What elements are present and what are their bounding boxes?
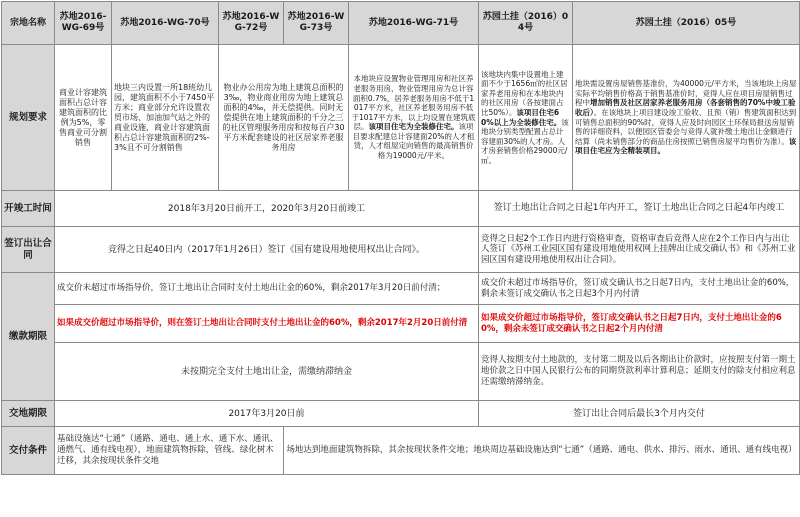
conditions-label: 交付条件 [2, 427, 55, 475]
planning-05-b: 增加销售及社区居家养老服务用房（各套销售的70%中竣工验收后） [575, 98, 796, 117]
delivery-left: 2017年3月20日前 [55, 401, 479, 427]
planning-row [2, 45, 800, 191]
planning-05-d: 该项目住宅应为全精装项目。 [575, 136, 797, 156]
payment-right-3: 竞得人按期支付土地款的，支付第二期及以后各期出让价款时，应按照支付第一期土地价款之日中国人民银行公布的同期贷款利率计算利息；延期支付的除支付相应利息还需缴纳滞纳金。 [479, 343, 800, 401]
payment-row-2 [2, 305, 800, 343]
contract-left: 竞得之日起40日内（2017年1月26日）签订《国有建设用地使用权出让合同》。 [55, 227, 479, 273]
header-col-05: 苏园土挂（2016）05号 [573, 2, 800, 45]
conditions-row [2, 427, 800, 475]
planning-70: 地块三内设置一所18班幼儿园，建筑面积不小于7450平方米；商业部分允许设置农贸市场、加油加气站之外的商业设施，商业计容建筑面积占总计容建筑面积的2%-3%且不可分割销售 [112, 45, 219, 191]
payment-left-1: 成交价未超过市场指导价，签订土地出让合同时支付土地出让金的60%，剩余2017年3月20日前付清； [55, 273, 479, 305]
payment-right-1: 成交价未超过市场指导价，签订成交确认书之日起7日内，支付土地出让金的60%，剩余未签订成交确认书之日起3个月内付清 [479, 273, 800, 305]
header-col-04: 苏园土挂（2016）04号 [479, 2, 573, 45]
header-row [2, 2, 800, 45]
contract-right: 竞得之日起2个工作日内进行资格审查，资格审查后竞得人应在2个工作日内与出让人签订《苏州工业园区国有建设用地使用权网上挂牌出让成交确认书》和《苏州工业园区国有建设用地使用权出让合同》。 [479, 227, 800, 273]
header-label: 宗地名称 [2, 2, 55, 45]
header-col-70: 苏地2016-WG-70号 [112, 2, 219, 45]
timeline-row [2, 191, 800, 227]
planning-71 [349, 45, 479, 191]
planning-69: 商业计容建筑面积占总计容建筑面积的比例为5%，零售商业可分割销售 [55, 45, 112, 191]
planning-71-c: 该项目要求配建总计容建面20%的人才租赁，人才组屋定向销售的最高销售价格为19000元/平米。 [352, 122, 475, 161]
conditions-left: 基础设施达“七通”（通路、通电、通上水、通下水、通讯、通燃气、通有线电视），地面建筑物拆除，管线、绿化树木迁移，其余按现状条件交地 [55, 427, 284, 475]
planning-05-a: 地块需设置房屋销售基准价，为40000元/平方米，当该地块上房屋实际平均销售价格高于销售基准价时，竞得人应在项目房屋销售过程中 [575, 79, 797, 108]
delivery-label: 交地期限 [2, 401, 55, 427]
planning-04 [479, 45, 573, 191]
planning-71-a: 本地块应设置物业管理用房和社区养老服务用房，物业管理用房为总计容面积0.7%，居养老服务用房不低于1017平方米，社区养老服务用房不低于1017平方米，以上均设置在建筑底层。 [351, 74, 476, 132]
delivery-right: 签订出让合同后最长3个月内交付 [479, 401, 800, 427]
timeline-right: 签订土地出让合同之日起1年内开工，签订土地出让合同之日起4年内竣工 [479, 191, 800, 227]
payment-left-3: 未按期完全支付土地出让金，需缴纳滞纳金 [55, 343, 479, 401]
payment-label: 缴款期限 [2, 273, 55, 401]
planning-label: 规划要求 [2, 45, 55, 191]
header-col-71: 苏地2016-WG-71号 [349, 2, 479, 45]
planning-71-b: 该项目住宅为全装修住宅。 [368, 122, 459, 132]
payment-row-3 [2, 343, 800, 401]
land-info-table [1, 1, 800, 475]
planning-05-c: 。在该地块上项目建设竣工验收、且预（销）售建筑面积达到可销售总面积的90%时，竞得人应及时向园区土环保局报送房屋销售的详细资料，以便园区管委会与竞得人就补缴土地出让金额进行结算（尚未销售部分的商品住房按照已销售房屋平均售价为准）。 [575, 107, 797, 146]
timeline-label: 开竣工时间 [2, 191, 55, 227]
planning-05 [573, 45, 800, 191]
planning-04-c: 该地块分别类型配置占总计容建面30%的人才房。人才房套销售价格29000元/㎡。 [481, 117, 569, 165]
timeline-left: 2018年3月20日前开工，2020年3月20日前竣工 [55, 191, 479, 227]
planning-72-73: 物业办公用房为地上建筑总面积的3‰，物业商业用房为地上建筑总面积的4‰，并无偿提供。同时无偿提供在地上建筑面积的千分之三的社区管理服务用房和按每百户30平方米配套建设的社区居家养老服务用房 [219, 45, 349, 191]
conditions-right: 场地达到地面建筑物拆除，其余按现状条件交地；地块周边基础设施达到“七通”（通路、通电、供水、排污、雨水、通讯、通有线电视） [284, 427, 800, 475]
payment-left-2: 如果成交价超过市场指导价，则在签订土地出让合同时支付土地出让金的60%，剩余2017年2月20日前付清 [55, 305, 479, 343]
payment-right-2: 如果成交价超过市场指导价，签订成交确认书之日起7日内，支付土地出让金的60%，剩余未签订成交确认书之日起2个月内付清 [479, 305, 800, 343]
payment-row-1 [2, 273, 800, 305]
header-col-73: 苏地2016-WG-73号 [284, 2, 349, 45]
contract-label: 签订出让合同 [2, 227, 55, 273]
contract-row [2, 227, 800, 273]
header-col-72: 苏地2016-WG-72号 [219, 2, 284, 45]
delivery-row [2, 401, 800, 427]
planning-04-b: 该项目住宅60%以上为全装修住宅。 [481, 107, 562, 127]
header-col-69: 苏地2016-WG-69号 [55, 2, 112, 45]
planning-04-a: 该地块内集中设置地上建面不少于1656㎡的社区居家养老用房和在本地块内的社区用房（各按建面占比50%）。 [481, 69, 568, 117]
